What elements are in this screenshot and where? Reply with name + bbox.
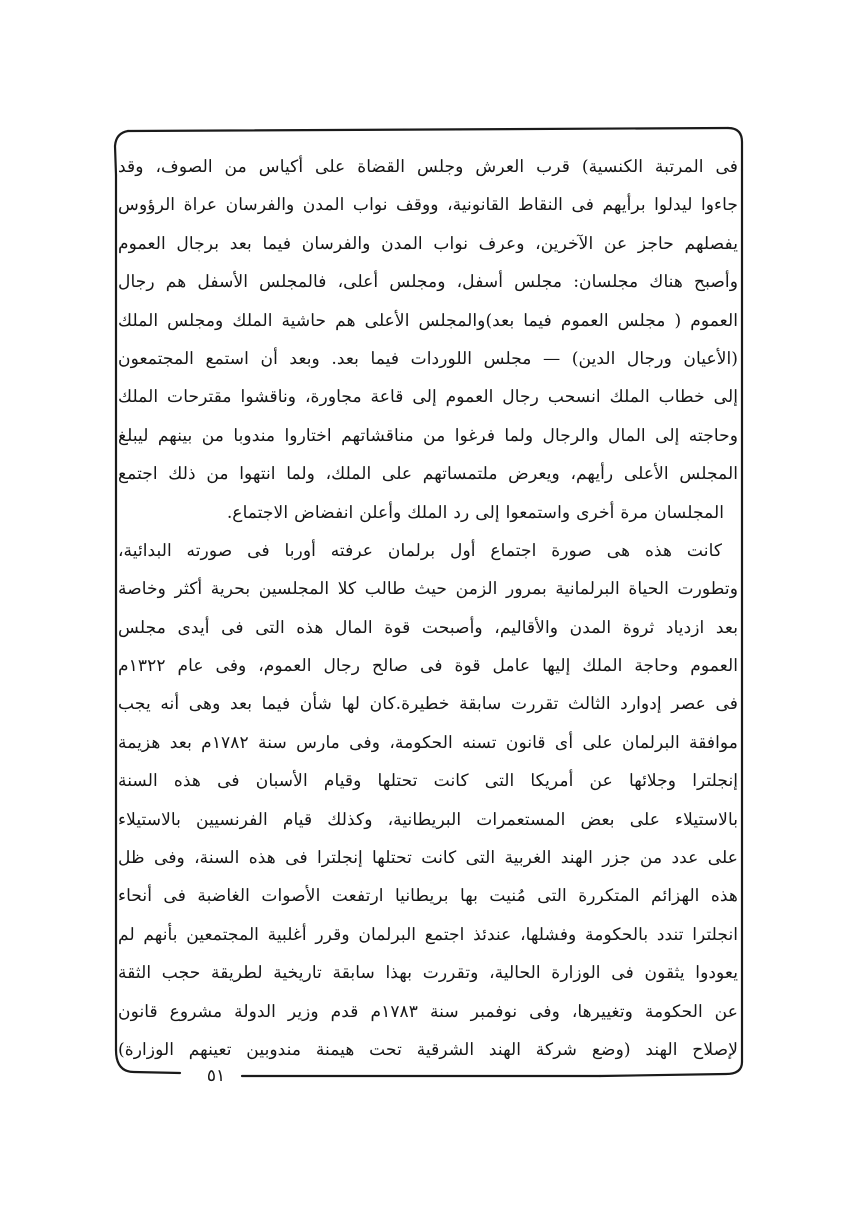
text-line: المجلس الأعلى رأيهم، ويعرض ملتمساتهم على الملك، ولما انتهوا من ذلك اجتمع bbox=[118, 464, 738, 485]
text-line: فى عصر إدوارد الثالث تقررت سابقة خطيرة.كان لها شأن فيما بعد وهى أنه يجب bbox=[118, 694, 738, 715]
text-line: هذه الهزائم المتكررة التى مُنيت بها بريطانيا ارتفعت الأصوات الغاضبة فى أنحاء bbox=[118, 886, 738, 907]
text-line: العموم ( مجلس العموم فيما بعد)والمجلس الأعلى هم حاشية الملك ومجلس الملك bbox=[118, 310, 738, 331]
text-line: عن الحكومة وتغييرها، وفى نوفمبر سنة ١٧٨٣م قدم وزير الدولة مشروع قانون bbox=[118, 1001, 738, 1022]
page-number: ٥١ bbox=[206, 1066, 226, 1086]
text-line: لإصلاح الهند (وضع شركة الهند الشرقية تحت هيمنة مندوبين تعينهم الوزارة) bbox=[118, 1039, 738, 1060]
text-line: وحاجته إلى المال والرجال ولما فرغوا من مناقشاتهم اختاروا مندوبا من بينهم ليبلغ bbox=[118, 425, 738, 446]
text-line: انجلترا تندد بالحكومة وفشلها، عندئذ اجتمع البرلمان وقرر أغلبية المجتمعين بأنهم لم bbox=[118, 924, 738, 945]
text-line: (الأعيان ورجال الدين) — مجلس اللوردات فيما بعد. وبعد أن استمع المجتمعون bbox=[118, 348, 738, 369]
text-line: يفصلهم حاجز عن الآخرين، وعرف نواب المدن والفرسان فيما بعد برجال العموم bbox=[118, 233, 738, 254]
text-line: وأصبح هناك مجلسان: مجلس أسفل، ومجلس أعلى، فالمجلس الأسفل هم رجال bbox=[118, 272, 738, 293]
body-text bbox=[118, 148, 738, 1069]
text-line: إلى خطاب الملك انسحب رجال العموم إلى قاعة مجاورة، وناقشوا مقترحات الملك bbox=[118, 387, 738, 408]
text-line: موافقة البرلمان على أى قانون تسنه الحكومة، وفى مارس سنة ١٧٨٢م بعد هزيمة bbox=[118, 732, 738, 753]
text-line: يعودوا يثقون فى الوزارة الحالية، وتقررت بهذا سابقة تاريخية لطريقة حجب الثقة bbox=[118, 963, 738, 984]
text-line: بعد ازدياد ثروة المدن والأقاليم، وأصبحت قوة المال هذه التى فى أيدى مجلس bbox=[118, 617, 738, 638]
text-line: فى المرتبة الكنسية) قرب العرش وجلس القضاة على أكياس من الصوف، وقد bbox=[118, 157, 738, 177]
text-line: بالاستيلاء على بعض المستعمرات البريطانية، وكذلك قيام الفرنسيين بالاستيلاء bbox=[118, 809, 738, 830]
text-line: العموم وحاجة الملك إليها عامل قوة فى صالح رجال العموم، وفى عام ١٣٢٢م bbox=[118, 656, 738, 677]
paragraph-1 bbox=[118, 148, 738, 532]
text-line: كانت هذه هى صورة اجتماع أول برلمان عرفته أوربا فى صورته البدائية، bbox=[118, 540, 722, 561]
text-line: على عدد من جزر الهند الغربية التى كانت تحتلها إنجلترا فى هذه السنة، وفى ظل bbox=[118, 848, 738, 869]
text-line: المجلسان مرة أخرى واستمعوا إلى رد الملك وأعلن انفضاض الاجتماع. bbox=[226, 502, 724, 523]
text-line: وتطورت الحياة البرلمانية بمرور الزمن حيث طالب كلا المجلسين بحرية أكثر وخاصة bbox=[118, 579, 738, 600]
text-line: إنجلترا وجلائها عن أمريكا التى كانت تحتلها وقيام الأسبان فى هذه السنة bbox=[118, 771, 738, 792]
paragraph-2 bbox=[118, 532, 738, 1069]
text-line: جاءوا ليدلوا برأيهم فى النقاط القانونية، ووقف نواب المدن والفرسان عراة الرؤوس bbox=[118, 195, 738, 216]
